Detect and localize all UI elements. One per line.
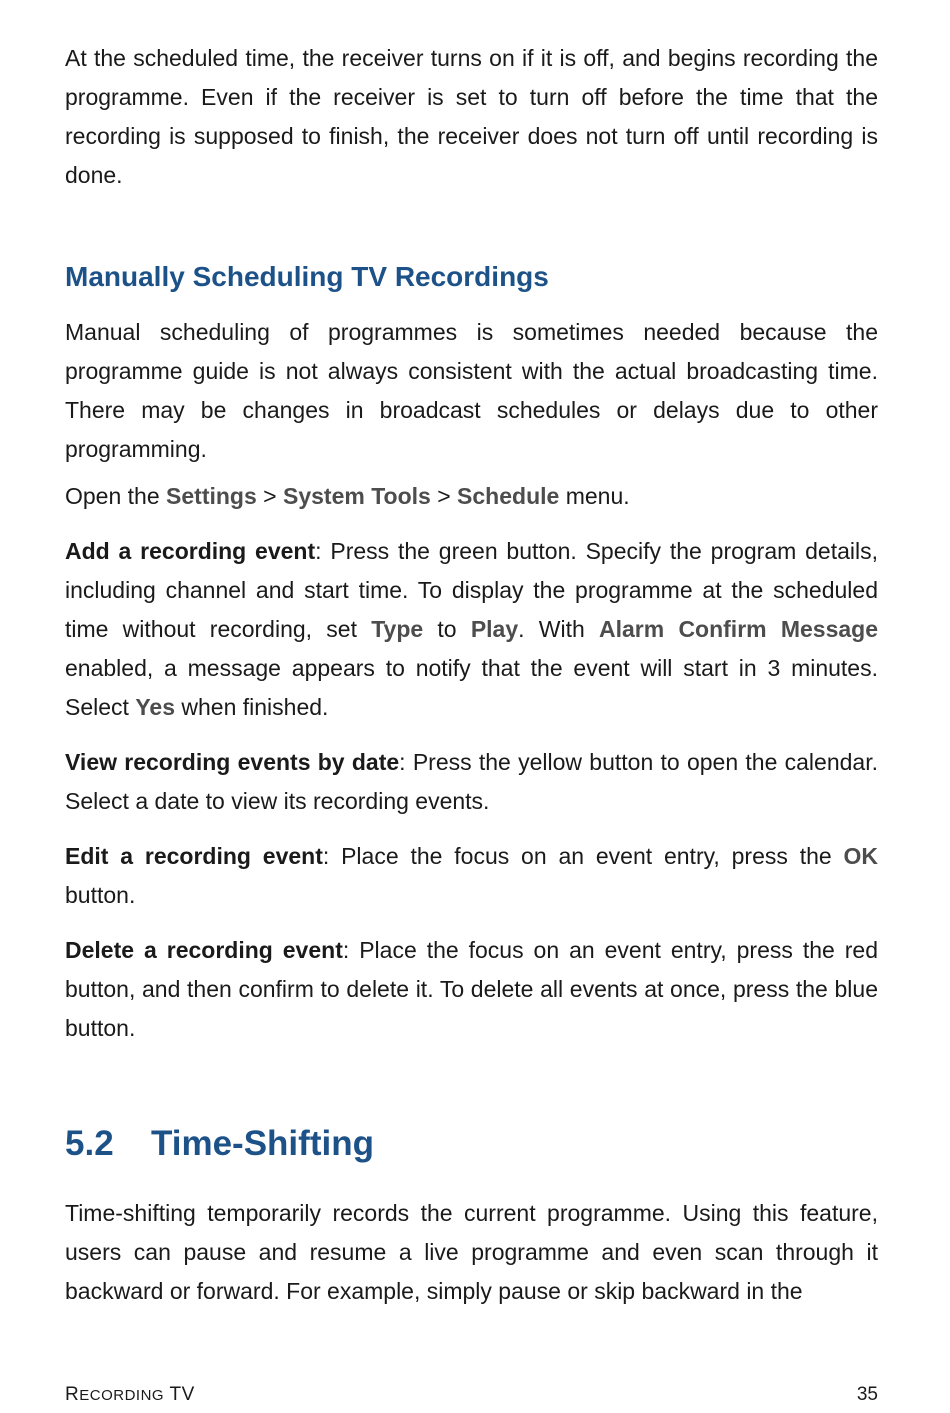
term-colon: : [322, 843, 330, 869]
edit-event-paragraph [65, 837, 878, 915]
time-shifting-heading [65, 1119, 374, 1169]
view-events-term: View recording events by date [65, 749, 400, 775]
manual-scheduling-body [65, 313, 878, 1048]
page-number: 35 [856, 1384, 878, 1405]
chapter-smallcaps: ECORDING [79, 1387, 165, 1404]
add-event-text: enabled, a message appears to notify that the event will start in 3 minutes. Select [65, 655, 878, 720]
type-option-ref: Type [371, 616, 424, 642]
play-option-ref: Play [470, 616, 519, 642]
running-footer-chapter [65, 1384, 195, 1406]
delete-event-text: Place the focus on an event entry, press the red button, and then confirm to delete it. To delete all events at once, press the blue button. [65, 937, 878, 1041]
view-events-paragraph [65, 743, 878, 821]
yes-option-ref: Yes [135, 694, 175, 720]
chapter-initial: R [65, 1384, 80, 1405]
term-colon: : [315, 538, 322, 564]
add-event-paragraph [65, 532, 878, 727]
intro-text: At the scheduled time, the receiver turns on if it is off, and begins recording the programme. Even if the receiver is set to turn off before the time that the recording is supposed to finish, the receiver does not turn off until recording is done. [65, 45, 878, 188]
open-menu-suffix: menu. [559, 483, 630, 509]
edit-event-text: Place the focus on an event entry, press the [329, 843, 844, 869]
open-menu-paragraph [65, 477, 878, 516]
term-colon: : [342, 937, 350, 963]
section-number: 5.2 [65, 1124, 114, 1163]
system-tools-menu-ref: System Tools [282, 483, 431, 509]
delete-event-term: Delete a recording event [65, 937, 343, 963]
section-title: Time-Shifting [151, 1124, 374, 1163]
time-shifting-body [65, 1194, 878, 1311]
manual-intro-paragraph: Manual scheduling of programmes is sometimes needed because the programme guide is not always consistent with the actual broadcasting time. There may be changes in broadcast schedules or delays due to other programming. [65, 319, 878, 462]
settings-menu-ref: Settings [166, 483, 257, 509]
intro-paragraph [65, 39, 878, 195]
open-menu-prefix: Open the [65, 483, 167, 509]
time-shifting-paragraph: Time-shifting temporarily records the current programme. Using this feature, users can pause and resume a live programme and even scan through it backward or forward. For example, simply pause or skip backward in the [65, 1200, 878, 1304]
add-event-term: Add a recording event [65, 538, 316, 564]
add-event-text: Press the green button. Specify the program details, including channel and start time. To display the programme at the scheduled time without recording, set [65, 538, 878, 642]
edit-event-term: Edit a recording event [65, 843, 323, 869]
delete-event-paragraph [65, 931, 878, 1048]
add-event-text: . With [518, 616, 600, 642]
add-event-text: to [423, 616, 471, 642]
view-events-text: Press the yellow button to open the calendar. Select a date to view its recording events. [65, 749, 878, 814]
chapter-tail: TV [164, 1384, 195, 1405]
menu-separator: > [256, 483, 283, 509]
alarm-confirm-message-ref: Alarm Confirm Message [599, 616, 878, 642]
ok-button-ref: OK [843, 843, 878, 869]
edit-event-text: button. [65, 882, 136, 908]
term-colon: : [399, 749, 406, 775]
manual-scheduling-heading: Manually Scheduling TV Recordings [65, 261, 549, 292]
menu-separator: > [430, 483, 458, 509]
schedule-menu-ref: Schedule [457, 483, 560, 509]
add-event-text: when finished. [174, 694, 329, 720]
